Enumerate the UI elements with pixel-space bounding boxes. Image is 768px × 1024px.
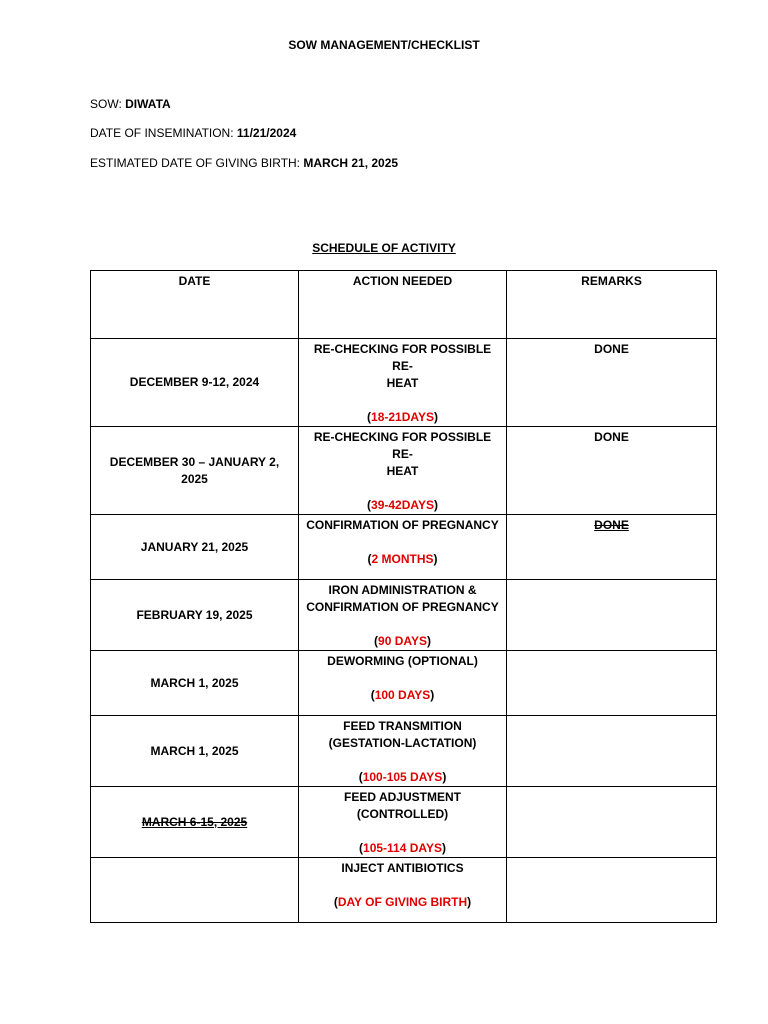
row-timing-value: 100-105 DAYS: [362, 770, 443, 784]
insemination-label: DATE OF INSEMINATION:: [90, 126, 237, 140]
row-action-line2: HEAT: [386, 464, 419, 478]
row-action-line2: (CONTROLLED): [356, 807, 449, 821]
row-date-text: MARCH 1, 2025: [150, 675, 239, 690]
sow-label: SOW:: [90, 97, 126, 111]
birth-date-line: [90, 156, 398, 170]
row-date-text: MARCH 1, 2025: [150, 743, 239, 758]
row-action: [299, 339, 507, 427]
row-action-line1: INJECT ANTIBIOTICS: [341, 861, 464, 875]
row-remarks: [507, 858, 717, 923]
row-timing-value: 100 DAYS: [374, 688, 431, 702]
row-remarks: [507, 427, 717, 515]
row-date: [91, 515, 299, 580]
row-date: [91, 716, 299, 787]
row-action-line1: IRON ADMINISTRATION &: [328, 583, 477, 597]
table-row: [91, 339, 717, 427]
schedule-title: SCHEDULE OF ACTIVITY: [312, 241, 456, 255]
row-action-line2: (GESTATION-LACTATION): [328, 736, 477, 750]
row-action-line1: FEED ADJUSTMENT: [344, 790, 461, 804]
row-remarks-text: DONE: [594, 342, 629, 356]
row-timing: (18-21DAYS): [367, 410, 438, 424]
table-row: [91, 651, 717, 716]
row-date-text: MARCH 6-15, 2025: [141, 814, 248, 829]
row-action-line1: RE-CHECKING FOR POSSIBLE RE-: [313, 430, 492, 461]
header-action: ACTION NEEDED: [299, 271, 507, 339]
row-timing-value: DAY OF GIVING BIRTH: [337, 895, 468, 909]
row-remarks: [507, 787, 717, 858]
row-timing: (39-42DAYS): [367, 498, 438, 512]
sow-value: DIWATA: [125, 97, 171, 111]
row-action: [299, 580, 507, 651]
row-action-line1: RE-CHECKING FOR POSSIBLE RE-: [313, 342, 492, 373]
row-date: [91, 580, 299, 651]
row-action: [299, 858, 507, 923]
row-timing-value: 105-114 DAYS: [363, 841, 442, 855]
row-action: [299, 787, 507, 858]
row-date-text: FEBRUARY 19, 2025: [136, 607, 253, 622]
row-date: [91, 427, 299, 515]
row-timing: (105-114 DAYS): [359, 841, 446, 855]
header-remarks: REMARKS: [507, 271, 717, 339]
row-date-text: JANUARY 21, 2025: [140, 539, 249, 554]
header-date: DATE: [91, 271, 299, 339]
table-row: [91, 580, 717, 651]
row-date: [91, 651, 299, 716]
table-row: [91, 427, 717, 515]
insemination-value: 11/21/2024: [236, 126, 297, 140]
row-timing: (2 MONTHS): [367, 552, 438, 566]
row-date: [91, 339, 299, 427]
row-action-line1: DEWORMING (OPTIONAL): [327, 654, 478, 668]
row-timing-value: 39-42DAYS: [371, 498, 434, 512]
row-date: [91, 858, 299, 923]
row-remarks: [507, 651, 717, 716]
row-remarks: [507, 580, 717, 651]
row-timing: (DAY OF GIVING BIRTH): [333, 895, 472, 909]
row-timing: (90 DAYS): [374, 634, 431, 648]
row-timing: (100 DAYS): [370, 688, 435, 702]
row-action: [299, 716, 507, 787]
table-row: [91, 858, 717, 923]
row-date: [91, 787, 299, 858]
schedule-table: [90, 270, 717, 923]
row-action: [299, 515, 507, 580]
row-date-text: DECEMBER 30 – JANUARY 2, 2025: [109, 454, 280, 486]
row-remarks-text: DONE: [594, 518, 629, 532]
row-action: [299, 427, 507, 515]
birth-label: ESTIMATED DATE OF GIVING BIRTH:: [90, 156, 304, 170]
row-remarks: [507, 515, 717, 580]
table-row: [91, 787, 717, 858]
row-action-line2: CONFIRMATION OF PREGNANCY: [306, 600, 499, 614]
row-timing-value: 2 MONTHS: [371, 552, 434, 566]
table-row: [91, 515, 717, 580]
row-remarks: [507, 339, 717, 427]
table-row: [91, 716, 717, 787]
row-timing: (100-105 DAYS): [358, 770, 447, 784]
page-title: SOW MANAGEMENT/CHECKLIST: [288, 38, 480, 52]
row-action-line1: CONFIRMATION OF PREGNANCY: [306, 518, 499, 532]
table-header-row: [91, 271, 717, 339]
row-date-text: DECEMBER 9-12, 2024: [129, 375, 260, 389]
row-action-line2: HEAT: [386, 376, 419, 390]
insemination-date-line: [90, 126, 296, 140]
row-timing-value: 18-21DAYS: [371, 410, 434, 424]
row-timing-value: 90 DAYS: [378, 634, 427, 648]
row-action-line1: FEED TRANSMITION: [343, 719, 462, 733]
row-remarks-text: DONE: [594, 430, 629, 444]
birth-value: MARCH 21, 2025: [303, 156, 399, 170]
row-remarks: [507, 716, 717, 787]
sow-name-line: [90, 97, 171, 111]
row-action: [299, 651, 507, 716]
